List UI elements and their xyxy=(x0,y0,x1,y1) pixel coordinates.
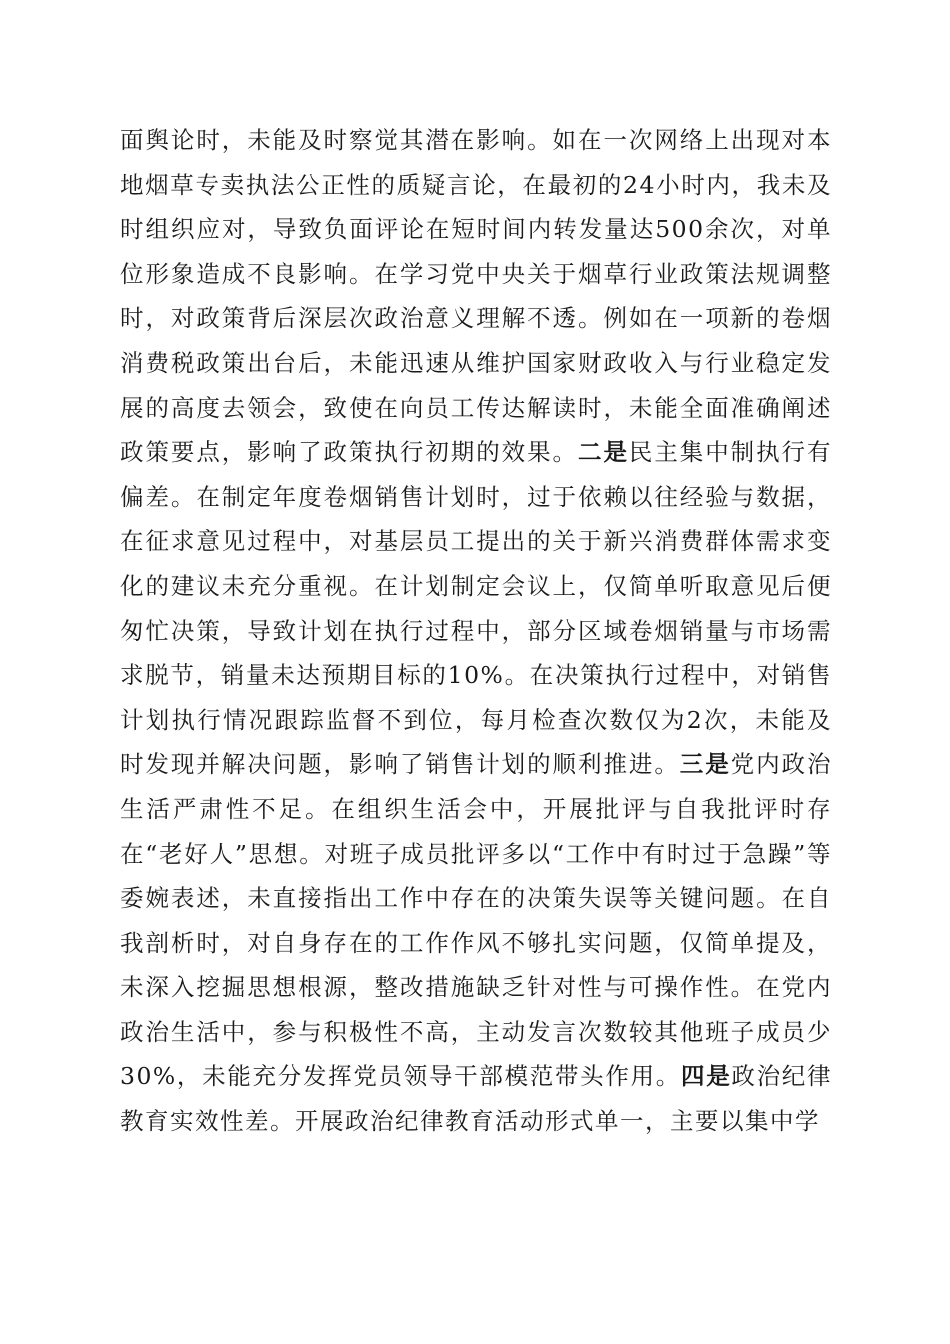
paragraph-text: 面舆论时，未能及时察觉其潜在影响。如在一次网络上出现对本地烟草专卖执法公正性的质疑言论，在最初的24小时内，我未及时组织应对，导致负面评论在短时间内转发量达500余次，对单位形象造成不良影响。在学习党中央关于烟草行业政策法规调整时，对政策背后深层次政治意义理解不透。例如在一项新的卷烟消费税政策出台后，未能迅速从维护国家财政收入与行业稳定发展的高度去领会，致使在向员工传达解读时，未能全面准确阐述政策要点，影响了政策执行初期的效果。 xyxy=(120,126,832,467)
point-marker-two: 二是 xyxy=(578,438,629,467)
point-marker-four: 四是 xyxy=(681,1062,732,1091)
paragraph-text: 政治纪律教育实效性差。开展政治纪律教育活动形式单一，主要以集中学 xyxy=(120,1062,833,1136)
point-marker-three: 三是 xyxy=(679,750,731,779)
paragraph-text: 党内政治生活严肃性不足。在组织生活会中，开展批评与自我批评时存在“老好人”思想。对班子成员批评多以“工作中有时过于急躁”等委婉表述，未直接指出工作中存在的决策失误等关键问题。在自我剖析时，对自身存在的工作作风不够扎实问题，仅简单提及，未深入挖掘思想根源，整改措施缺乏针对性与可操作性。在党内政治生活中，参与积极性不高，主动发言次数较其他班子成员少30%，未能充分发挥党员领导干部模范带头作用。 xyxy=(120,750,833,1091)
body-paragraph xyxy=(120,118,832,1144)
paragraph-text: 民主集中制执行有偏差。在制定年度卷烟销售计划时，过于依赖以往经验与数据，在征求意见过程中，对基层员工提出的关于新兴消费群体需求变化的建议未充分重视。在计划制定会议上，仅简单听取意见后便匆忙决策，导致计划在执行过程中，部分区域卷烟销量与市场需求脱节，销量未达预期目标的10%。在决策执行过程中，对销售计划执行情况跟踪监督不到位，每月检查次数仅为2次，未能及时发现并解决问题，影响了销售计划的顺利推进。 xyxy=(120,438,833,779)
